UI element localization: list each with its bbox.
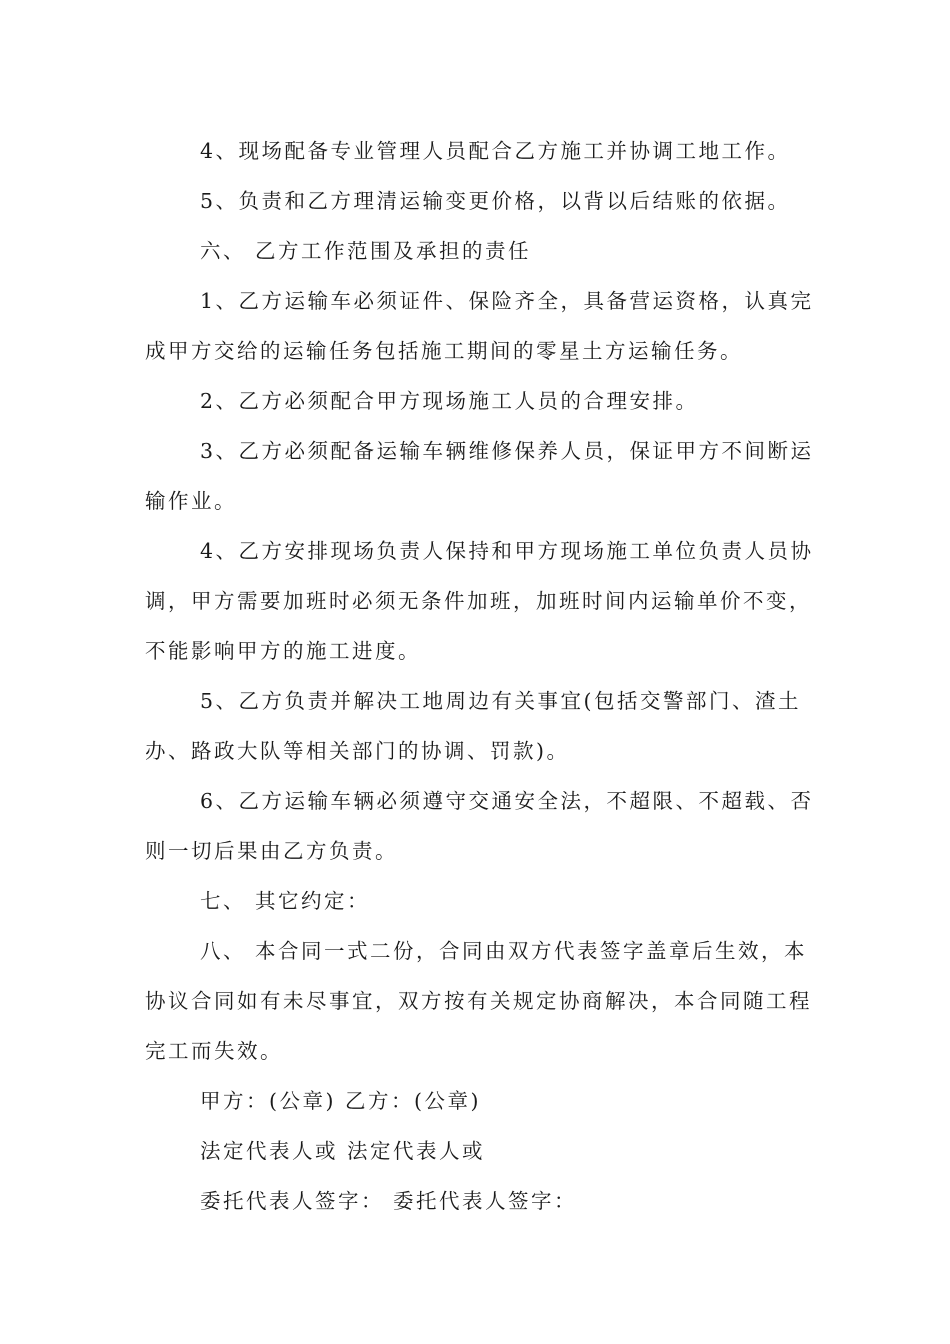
- section-6-heading: 六、 乙方工作范围及承担的责任: [200, 239, 532, 263]
- clause-6-5-line-2: 办、路政大队等相关部门的协调、罚款)。: [145, 739, 570, 763]
- clause-6-1-line-1: 1、乙方运输车必须证件、保险齐全，具备营运资格，认真完: [200, 289, 814, 313]
- section-7-heading: 七、 其它约定：: [200, 889, 371, 913]
- clause-6-5-line-1: 5、乙方负责并解决工地周边有关事宜(包括交警部门、渣土: [200, 689, 802, 713]
- clause-6-4-line-2: 调，甲方需要加班时必须无条件加班，加班时间内运输单价不变，: [145, 589, 812, 613]
- signature-representative-line: 法定代表人或 法定代表人或: [200, 1139, 486, 1163]
- clause-6-1-line-2: 成甲方交给的运输任务包括施工期间的零星土方运输任务。: [145, 339, 743, 363]
- clause-6-6-line-1: 6、乙方运输车辆必须遵守交通安全法，不超限、不超载、否: [200, 789, 814, 813]
- clause-6-4-line-1: 4、乙方安排现场负责人保持和甲方现场施工单位负责人员协: [200, 539, 814, 563]
- clause-6-3-line-2: 输作业。: [145, 489, 237, 513]
- clause-5-4: 4、现场配备专业管理人员配合乙方施工并协调工地工作。: [200, 139, 791, 163]
- section-8-line-3: 完工而失效。: [145, 1039, 283, 1063]
- clause-6-4-line-3: 不能影响甲方的施工进度。: [145, 639, 421, 663]
- clause-6-6-line-2: 则一切后果由乙方负责。: [145, 839, 398, 863]
- section-8-line-2: 协议合同如有未尽事宜，双方按有关规定协商解决，本合同随工程: [145, 989, 812, 1013]
- signature-agent-line: 委托代表人签字： 委托代表人签字：: [200, 1189, 578, 1213]
- clause-6-3-line-1: 3、乙方必须配备运输车辆维修保养人员，保证甲方不间断运: [200, 439, 814, 463]
- signature-seal-line: 甲方：(公章) 乙方：(公章): [200, 1089, 482, 1113]
- clause-6-2: 2、乙方必须配合甲方现场施工人员的合理安排。: [200, 389, 699, 413]
- clause-5-5: 5、负责和乙方理清运输变更价格，以背以后结账的依据。: [200, 189, 791, 213]
- section-8-line-1: 八、 本合同一式二份，合同由双方代表签字盖章后生效，本: [200, 939, 808, 963]
